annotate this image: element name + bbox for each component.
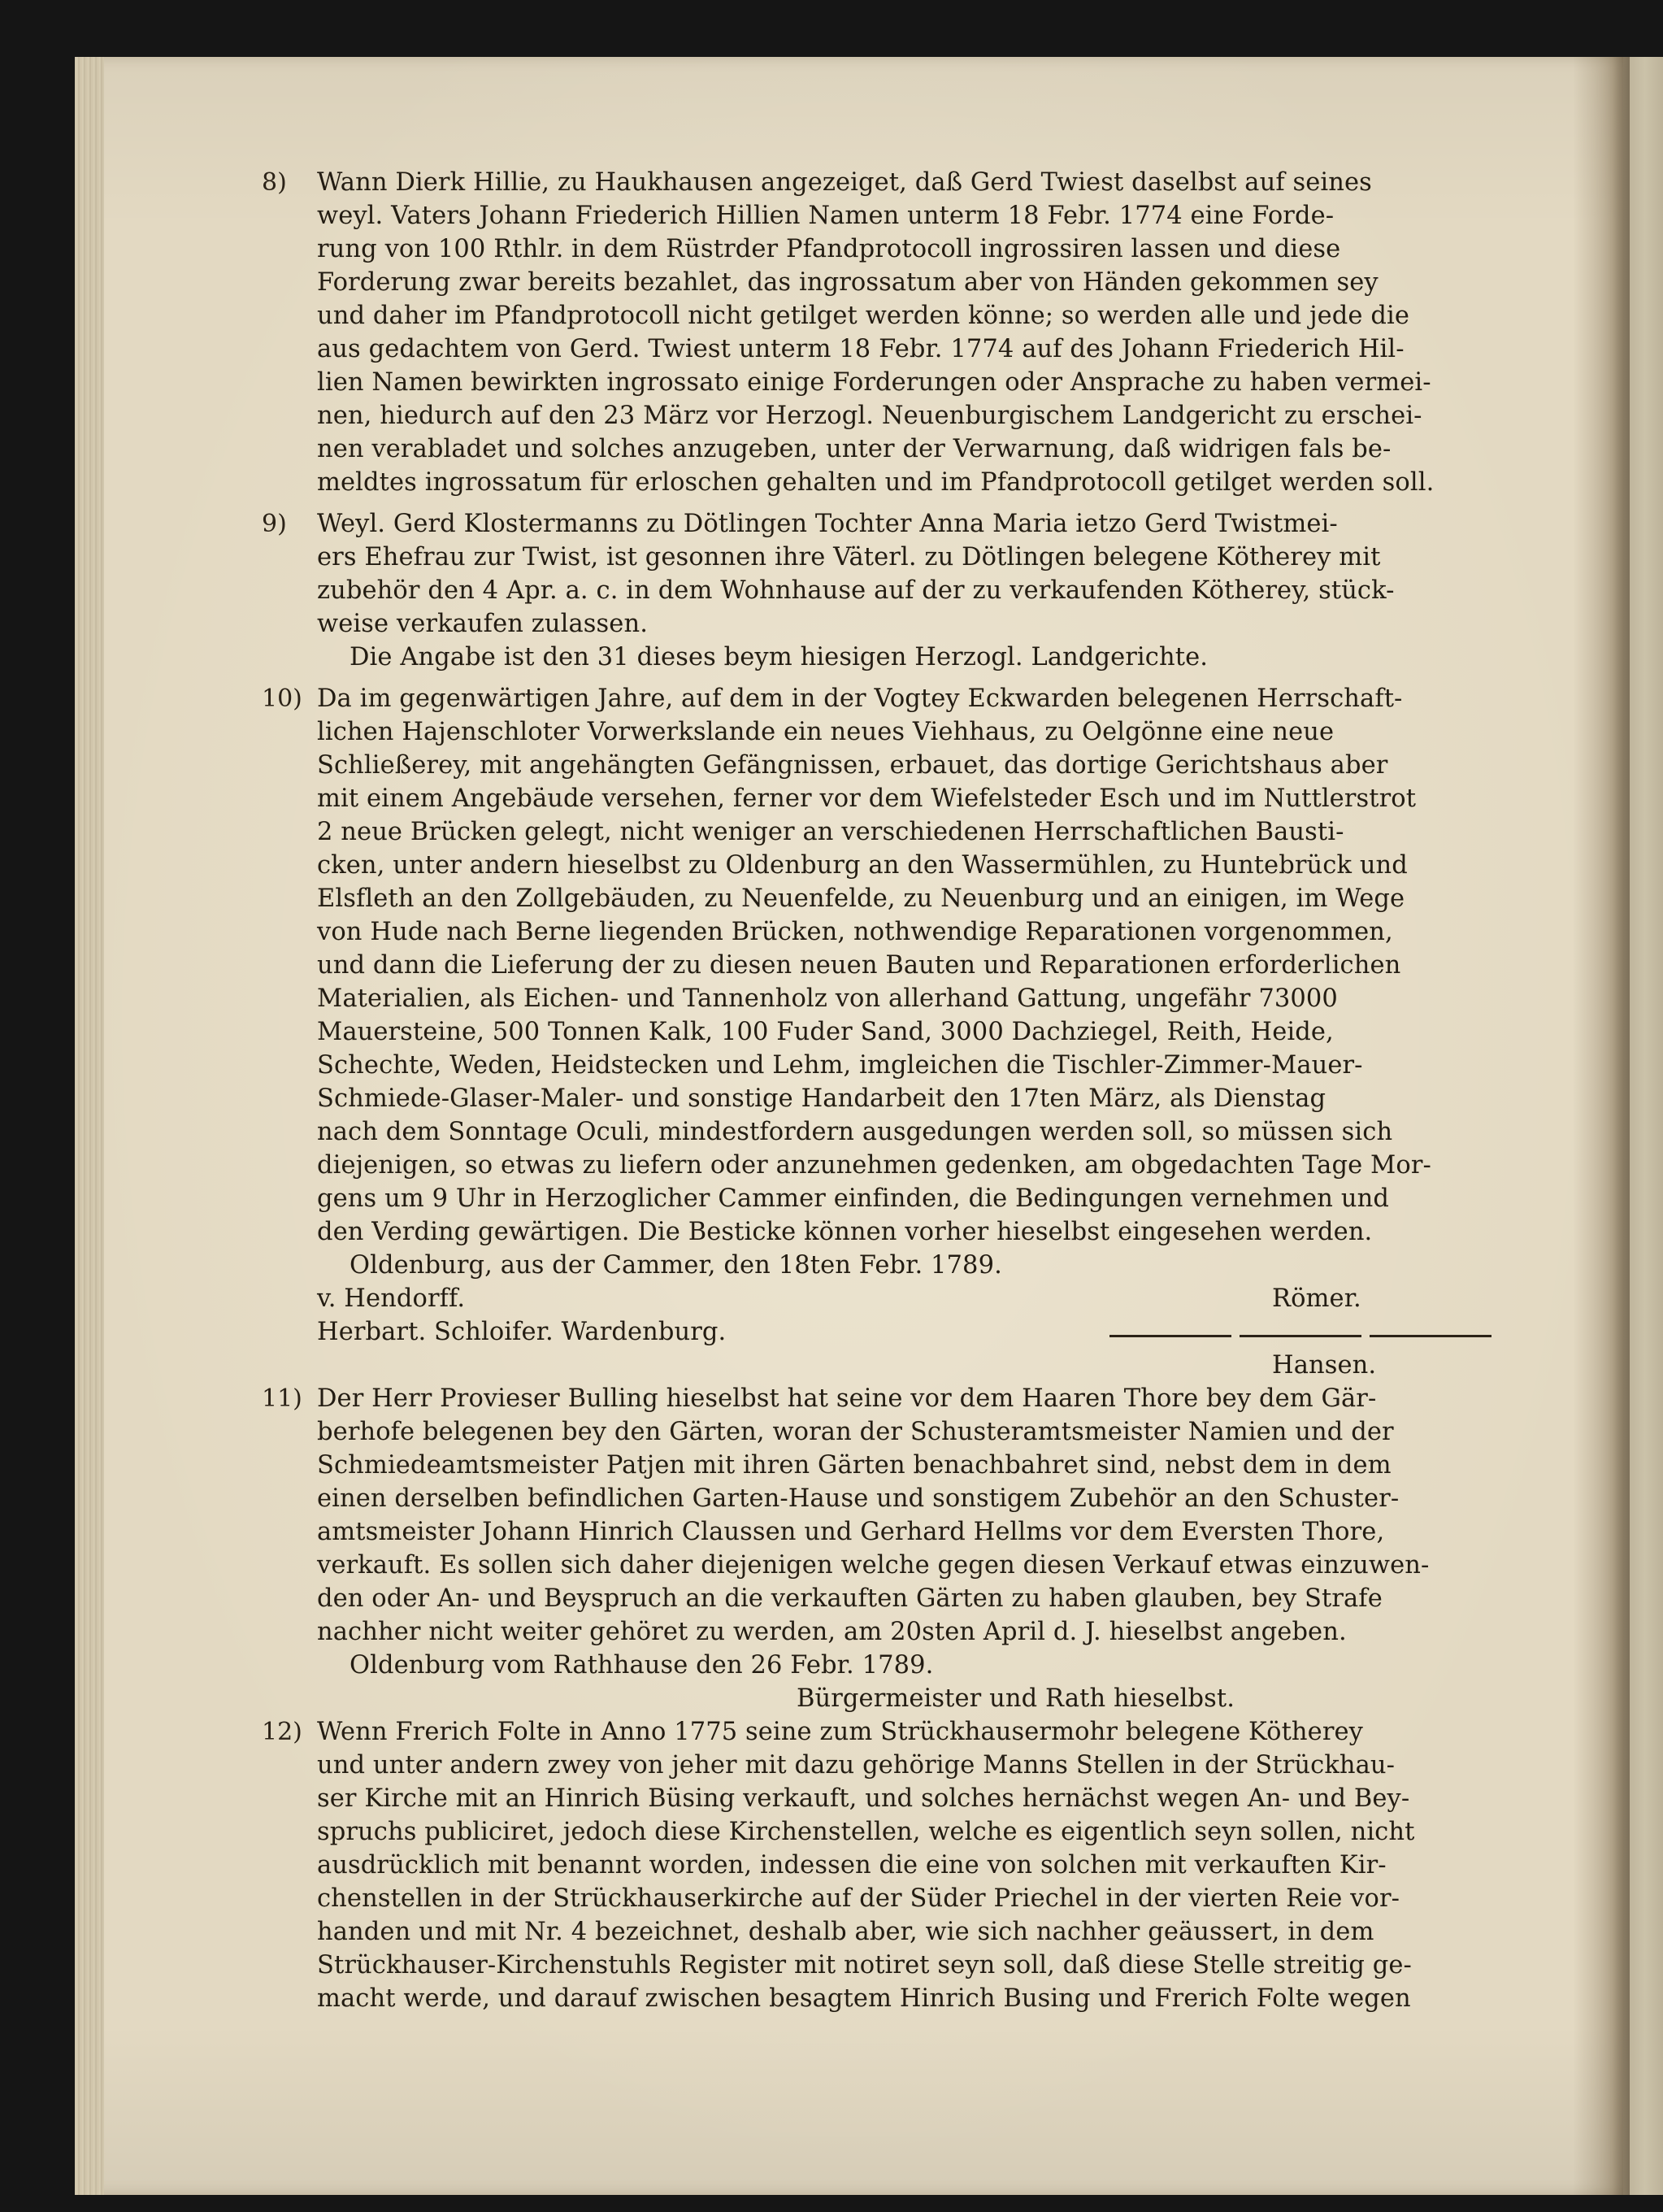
text-line: den oder An- und Beyspruch an die verkauften Gärten zu haben glauben, bey Strafe — [317, 1584, 1383, 1613]
text-line: amtsmeister Johann Hinrich Claussen und Gerhard Hellms vor dem Eversten Thore, — [317, 1518, 1385, 1546]
text-line: rung von 100 Rthlr. in dem Rüstrder Pfandprotocoll ingrossiren lassen und diese — [317, 235, 1341, 263]
signature-left: v. Hendorff. — [317, 1284, 466, 1313]
entry-number: 9) — [262, 510, 287, 538]
text-line: Mauersteine, 500 Tonnen Kalk, 100 Fuder Sand, 3000 Dachziegel, Reith, Heide, — [317, 1018, 1334, 1046]
text-line: Schechte, Weden, Heidstecken und Lehm, imgleichen die Tischler-Zimmer-Mauer- — [317, 1051, 1363, 1080]
text-line: Der Herr Provieser Bulling hieselbst hat seine vor dem Haaren Thore bey dem Gär- — [317, 1384, 1377, 1413]
text-line: handen und mit Nr. 4 bezeichnet, deshalb aber, wie sich nachher geäussert, in dem — [317, 1918, 1374, 1946]
entry-number: 11) — [262, 1384, 302, 1413]
entry-number: 10) — [262, 684, 302, 713]
signature-right: Hansen. — [1272, 1351, 1377, 1380]
place-date: Oldenburg, aus der Cammer, den 18ten Febr. 1789. — [350, 1251, 1002, 1280]
text-line: Schmiede-Glaser-Maler- und sonstige Handarbeit den 17ten März, als Dienstag — [317, 1084, 1326, 1113]
page-stack-edge — [75, 57, 104, 2195]
text-line: ser Kirche mit an Hinrich Büsing verkauft, und solches hernächst wegen An- und Bey- — [317, 1784, 1410, 1813]
text-line: Wenn Frerich Folte in Anno 1775 seine zum Strückhausermohr belegene Kötherey — [317, 1718, 1363, 1746]
text-line: Strückhauser-Kirchenstuhls Register mit notiret seyn soll, daß diese Stelle streitig ge- — [317, 1951, 1412, 1980]
text-line: Weyl. Gerd Klostermanns zu Dötlingen Tochter Anna Maria ietzo Gerd Twistmei- — [317, 510, 1338, 538]
text-line: ers Ehefrau zur Twist, ist gesonnen ihre Väterl. zu Dötlingen belegene Kötherey mit — [317, 543, 1381, 571]
text-line: weyl. Vaters Johann Friederich Hillien Namen unterm 18 Febr. 1774 eine Forde- — [317, 202, 1335, 230]
text-line: nachher nicht weiter gehöret zu werden, am 20sten April d. J. hieselbst angeben. — [317, 1618, 1347, 1646]
text-line: berhofe belegenen bey den Gärten, woran der Schusteramtsmeister Namien und der — [317, 1418, 1394, 1446]
text-line: lichen Hajenschloter Vorwerkslande ein neues Viehhaus, zu Oelgönne eine neue — [317, 718, 1335, 746]
text-line: zubehör den 4 Apr. a. c. in dem Wohnhause auf der zu verkaufenden Kötherey, stück- — [317, 576, 1395, 605]
text-line: chenstellen in der Strückhauserkirche auf der Süder Priechel in der vierten Reie vor- — [317, 1884, 1400, 1913]
text-line: diejenigen, so etwas zu liefern oder anzunehmen gedenken, am obgedachten Tage Mor- — [317, 1151, 1431, 1180]
text-line: Forderung zwar bereits bezahlet, das ingrossatum aber von Händen gekommen sey — [317, 268, 1379, 297]
signature-right: Römer. — [1272, 1284, 1361, 1313]
entry-number: 8) — [262, 168, 287, 197]
text-line: nach dem Sonntage Oculi, mindestfordern ausgedungen werden soll, so müssen sich — [317, 1118, 1393, 1146]
text-line: Schmiedeamtsmeister Patjen mit ihren Gärten benachbahret sind, nebst dem in dem — [317, 1451, 1392, 1480]
text-line: nen, hiedurch auf den 23 März vor Herzogl. Neuenburgischem Landgericht zu erschei- — [317, 402, 1422, 430]
binding-shadow — [1573, 57, 1630, 2195]
text-line: mit einem Angebäude versehen, ferner vor dem Wiefelsteder Esch und im Nuttlerstrot — [317, 784, 1417, 813]
text-line: und unter andern zwey von jeher mit dazu gehörige Manns Stellen in der Strückhau- — [317, 1751, 1396, 1780]
signature-rule — [1240, 1335, 1361, 1337]
text-line: verkauft. Es sollen sich daher diejenigen welche gegen diesen Verkauf etwas einzuwen- — [317, 1551, 1430, 1580]
signature-rule — [1109, 1335, 1231, 1337]
text-line: aus gedachtem von Gerd. Twiest unterm 18 Febr. 1774 auf des Johann Friederich Hil- — [317, 335, 1405, 363]
entry-number: 12) — [262, 1718, 302, 1746]
signature: Bürgermeister und Rath hieselbst. — [797, 1684, 1235, 1713]
text-line: 2 neue Brücken gelegt, nicht weniger an verschiedenen Herrschaftlichen Bausti- — [317, 818, 1344, 846]
text-line: nen verabladet und solches anzugeben, unter der Verwarnung, daß widrigen fals be- — [317, 435, 1392, 463]
text-line: und dann die Lieferung der zu diesen neuen Bauten und Reparationen erforderlichen — [317, 951, 1401, 980]
text-line: den Verding gewärtigen. Die Besticke können vorher hieselbst eingesehen werden. — [317, 1218, 1373, 1246]
text-line: spruchs publiciret, jedoch diese Kirchenstellen, welche es eigentlich seyn sollen, nicht — [317, 1818, 1415, 1846]
text-line: macht werde, und darauf zwischen besagtem Hinrich Busing und Frerich Folte wegen — [317, 1984, 1411, 2013]
place-date: Oldenburg vom Rathhause den 26 Febr. 1789. — [350, 1651, 934, 1680]
text-line: einen derselben befindlichen Garten-Hause und sonstigem Zubehör an den Schuster- — [317, 1484, 1400, 1513]
text-line: Materialien, als Eichen- und Tannenholz von allerhand Gattung, ungefähr 73000 — [317, 984, 1338, 1013]
text-line: Da im gegenwärtigen Jahre, auf dem in der Vogtey Eckwarden belegenen Herrschaft- — [317, 684, 1403, 713]
text-line: Elsfleth an den Zollgebäuden, zu Neuenfelde, zu Neuenburg und an einigen, im Wege — [317, 884, 1405, 913]
text-line: Die Angabe ist den 31 dieses beym hiesigen Herzogl. Landgerichte. — [350, 643, 1209, 671]
signature-rule — [1370, 1335, 1491, 1337]
signature-left: Herbart. Schloifer. Wardenburg. — [317, 1318, 727, 1346]
text-line: Wann Dierk Hillie, zu Haukhausen angezeiget, daß Gerd Twiest daselbst auf seines — [317, 168, 1372, 197]
text-line: und daher im Pfandprotocoll nicht getilget werden könne; so werden alle und jede die — [317, 302, 1409, 330]
text-line: cken, unter andern hieselbst zu Oldenburg an den Wassermühlen, zu Huntebrück und — [317, 851, 1408, 880]
text-line: weise verkaufen zulassen. — [317, 610, 648, 638]
text-line: gens um 9 Uhr in Herzoglicher Cammer einfinden, die Bedingungen vernehmen und — [317, 1184, 1389, 1213]
text-line: meldtes ingrossatum für erloschen gehalten und im Pfandprotocoll getilget werden soll. — [317, 468, 1435, 497]
text-line: lien Namen bewirkten ingrossato einige Forderungen oder Ansprache zu haben vermei- — [317, 368, 1431, 397]
text-line: ausdrücklich mit benannt worden, indessen die eine von solchen mit verkauften Kir- — [317, 1851, 1387, 1880]
text-line: von Hude nach Berne liegenden Brücken, nothwendige Reparationen vorgenommen, — [317, 918, 1393, 946]
text-line: Schließerey, mit angehängten Gefängnissen, erbauet, das dortige Gerichtshaus aber — [317, 751, 1388, 780]
